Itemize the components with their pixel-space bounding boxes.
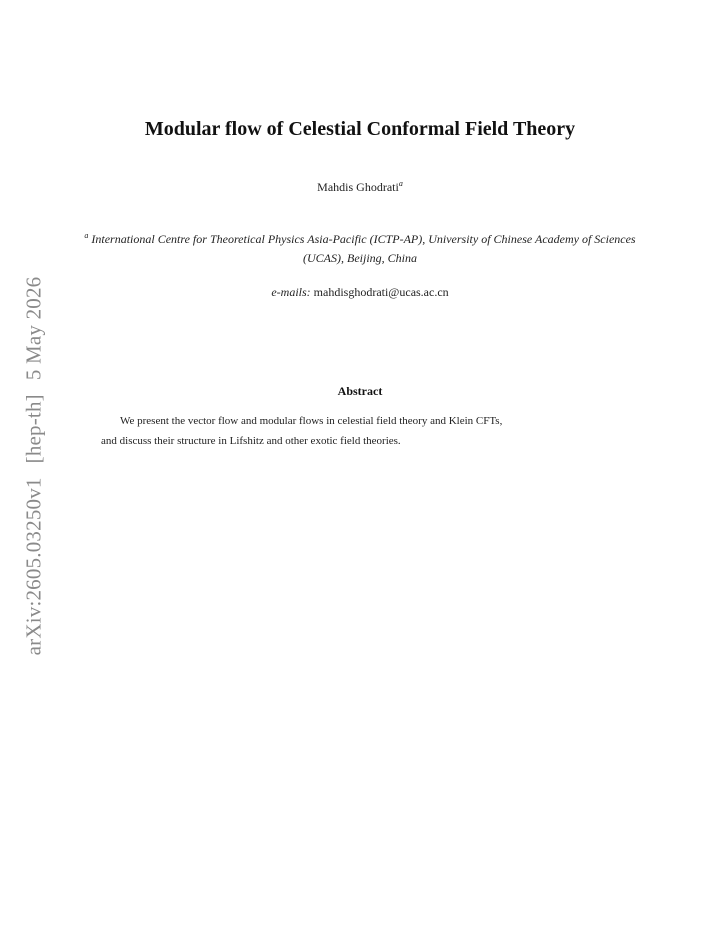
email-line [0, 285, 720, 300]
abstract-line-2: and discuss their structure in Lifshitz and other exotic field theories. [101, 435, 401, 447]
author-affiliation-mark: a [398, 179, 403, 188]
affiliation-mark: a [84, 231, 89, 240]
arxiv-category: [hep-th] [21, 394, 46, 464]
author-line [0, 180, 720, 195]
author-name: Mahdis Ghodrati [317, 180, 399, 194]
affiliation [70, 230, 650, 268]
email-label: e-mails: [271, 285, 311, 299]
abstract-body [101, 411, 621, 451]
arxiv-id: arXiv:2605.03250v1 [21, 477, 46, 656]
affiliation-text: International Centre for Theoretical Physics Asia-Pacific (ICTP-AP), University of Chinese Academy of Sciences (UCAS), Beijing, China [91, 232, 636, 265]
paper-title: Modular flow of Celestial Conformal Field Theory [144, 118, 576, 140]
arxiv-date: 5 May 2026 [21, 276, 46, 381]
abstract-heading: Abstract [337, 384, 383, 398]
email-address: mahdisghodrati@ucas.ac.cn [313, 285, 449, 299]
abstract-line-1: We present the vector flow and modular flows in celestial field theory and Klein CFTs, [120, 415, 503, 427]
arxiv-identifier-stamp [22, 277, 47, 656]
